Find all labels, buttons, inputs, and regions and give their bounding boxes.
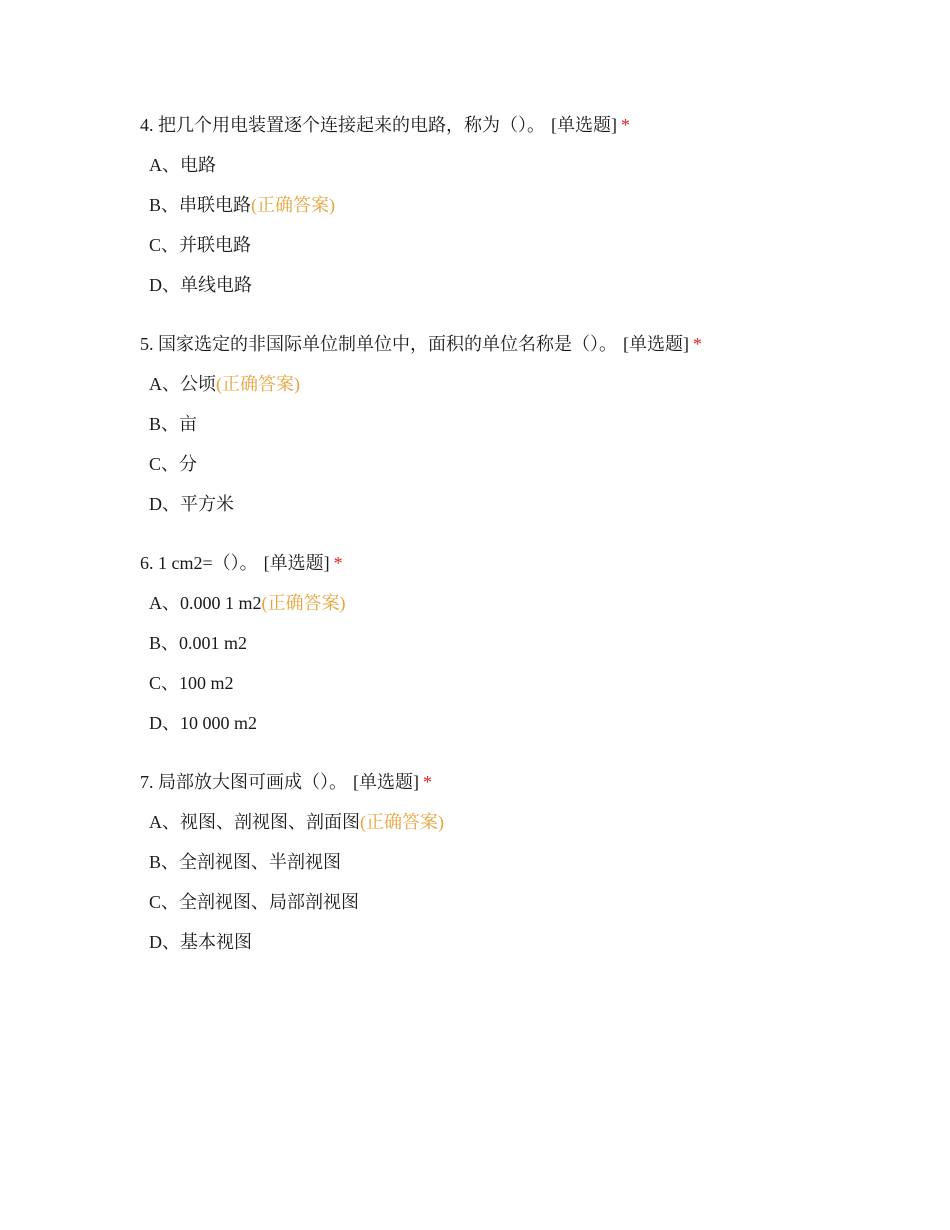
option-letter: B、	[149, 852, 180, 872]
option-letter: C、	[149, 235, 180, 255]
option-text: 并联电路	[179, 235, 252, 255]
question-5	[140, 331, 900, 517]
option-c	[149, 451, 900, 477]
option-letter: B、	[149, 414, 180, 434]
option-d	[149, 710, 900, 736]
option-text: 10 000 m2	[180, 713, 258, 733]
required-mark: *	[333, 553, 343, 573]
option-letter: A、	[149, 374, 180, 394]
question-4	[140, 112, 900, 298]
option-text: 电路	[180, 155, 216, 175]
correct-answer-label: (正确答案)	[261, 593, 346, 613]
option-letter: D、	[149, 494, 180, 514]
option-letter: B、	[149, 633, 180, 653]
option-letter: C、	[149, 454, 180, 474]
option-b	[149, 630, 900, 656]
question-title	[140, 550, 900, 576]
option-c	[149, 889, 900, 915]
option-letter: C、	[149, 892, 180, 912]
option-letter: B、	[149, 195, 180, 215]
option-letter: A、	[149, 812, 180, 832]
question-6	[140, 550, 900, 736]
option-text: 单线电路	[180, 275, 252, 295]
question-number: 4.	[140, 115, 154, 135]
option-text: 串联电路	[179, 195, 252, 215]
option-a	[149, 809, 900, 835]
option-c	[149, 670, 900, 696]
option-text: 0.001 m2	[179, 633, 248, 653]
option-text: 视图、剖视图、剖面图	[180, 812, 360, 832]
correct-answer-label: (正确答案)	[251, 195, 336, 215]
option-letter: D、	[149, 932, 180, 952]
option-text: 全剖视图、局部剖视图	[179, 892, 360, 912]
question-number: 5.	[140, 334, 154, 354]
question-type: [单选题]	[623, 334, 689, 354]
question-title	[140, 331, 900, 357]
option-a	[149, 152, 900, 178]
option-letter: A、	[149, 593, 180, 613]
option-b	[149, 849, 900, 875]
question-type: [单选题]	[353, 772, 419, 792]
option-a	[149, 590, 900, 616]
option-letter: C、	[149, 673, 180, 693]
question-number: 6.	[140, 553, 154, 573]
question-7	[140, 769, 900, 955]
option-text: 亩	[179, 414, 198, 434]
option-text: 分	[179, 454, 198, 474]
option-letter: D、	[149, 275, 180, 295]
option-letter: D、	[149, 713, 180, 733]
correct-answer-label: (正确答案)	[360, 812, 444, 832]
question-text: 1 cm2=（）。	[158, 553, 258, 573]
question-text: 把几个用电装置逐个连接起来的电路，称为（）。	[158, 115, 545, 135]
option-text: 全剖视图、半剖视图	[179, 852, 342, 872]
required-mark: *	[621, 115, 630, 135]
question-text: 国家选定的非国际单位制单位中，面积的单位名称是（）。	[158, 334, 617, 354]
option-letter: A、	[149, 155, 180, 175]
question-title	[140, 769, 900, 795]
option-text: 公顷	[180, 374, 216, 394]
question-number: 7.	[140, 772, 154, 792]
required-mark: *	[693, 334, 702, 354]
option-b	[149, 411, 900, 437]
correct-answer-label: (正确答案)	[216, 374, 300, 394]
question-text: 局部放大图可画成（）。	[158, 772, 347, 792]
option-text: 100 m2	[179, 673, 234, 693]
option-b	[149, 192, 900, 218]
option-d	[149, 272, 900, 298]
question-type: [单选题]	[551, 115, 617, 135]
option-c	[149, 232, 900, 258]
quiz-document	[140, 112, 900, 988]
option-text: 0.000 1 m2	[180, 593, 262, 613]
option-d	[149, 929, 900, 955]
option-text: 基本视图	[180, 932, 252, 952]
option-d	[149, 491, 900, 517]
question-type: [单选题]	[263, 553, 330, 573]
question-title	[140, 112, 900, 138]
required-mark: *	[423, 772, 432, 792]
option-a	[149, 371, 900, 397]
option-text: 平方米	[180, 494, 234, 514]
